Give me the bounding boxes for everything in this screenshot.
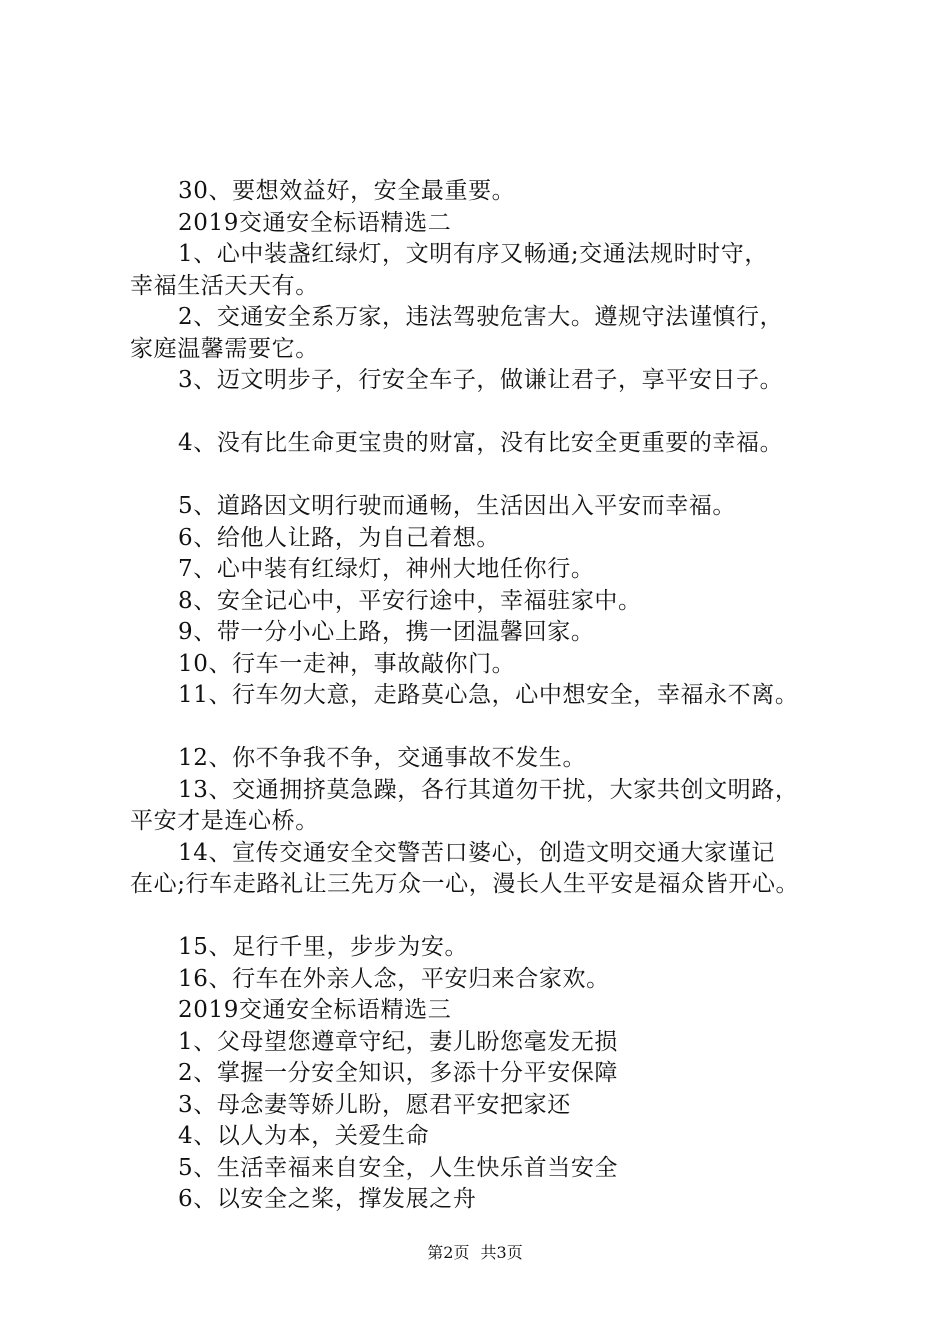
text-line: 5、生活幸福来自安全，人生快乐首当安全 — [178, 1154, 619, 1181]
text-line: 9、带一分小心上路，携一团温馨回家。 — [178, 619, 595, 645]
text-line: 30、要想效益好，安全最重要。 — [178, 178, 516, 204]
text-line: 4、以人为本，关爱生命 — [178, 1123, 430, 1149]
text-line: 6、给他人让路，为自己着想。 — [178, 524, 501, 551]
text-line: 11、行车勿大意，走路莫心急，心中想安全，幸福永不离。 — [178, 682, 799, 708]
text-line: 8、安全记心中，平安行途中，幸福驻家中。 — [178, 587, 642, 614]
text-line: 7、心中装有红绿灯，神州大地任你行。 — [178, 556, 595, 582]
text-line: 5、道路因文明行驶而通畅，生活因出入平安而幸福。 — [178, 493, 737, 519]
text-line: 1、心中装盏红绿灯，文明有序又畅通;交通法规时时守， — [178, 241, 768, 267]
page-footer — [0, 1243, 950, 1263]
text-line: 6、以安全之桨，撑发展之舟 — [178, 1186, 477, 1212]
text-line: 在心;行车走路礼让三先万众一心，漫长人生平安是福众皆开心。 — [130, 871, 800, 897]
blank-line — [130, 460, 842, 492]
text-line: 2、掌握一分安全知识，多添十分平安保障 — [178, 1060, 619, 1086]
text-line: 12、你不争我不争，交通事故不发生。 — [178, 745, 587, 771]
text-line: 1、父母望您遵章守纪，妻儿盼您毫发无损 — [178, 1028, 619, 1055]
blank-line — [130, 901, 842, 933]
blank-line — [130, 397, 842, 429]
text-line: 10、行车一走神，事故敲你门。 — [178, 650, 516, 677]
text-line: 3、迈文明步子，行安全车子，做谦让君子，享平安日子。 — [178, 367, 784, 393]
page-number: 第2页 — [427, 1243, 470, 1262]
text-line: 幸福生活天天有。 — [130, 272, 319, 299]
document-body — [130, 176, 842, 1216]
text-line: 13、交通拥挤莫急躁，各行其道勿干扰，大家共创文明路， — [178, 776, 799, 803]
text-line: 15、足行千里，步步为安。 — [178, 934, 469, 960]
text-line: 3、母念妻等娇儿盼，愿君平安把家还 — [178, 1091, 571, 1118]
text-line: 16、行车在外亲人念，平安归来合家欢。 — [178, 965, 610, 992]
page-total: 共3页 — [480, 1243, 523, 1262]
text-line: 2019交通安全标语精选二 — [178, 209, 452, 236]
text-line: 14、宣传交通安全交警苦口婆心，创造文明交通大家谨记 — [178, 839, 775, 866]
text-line: 家庭温馨需要它。 — [130, 335, 319, 362]
text-line: 4、没有比生命更宝贵的财富，没有比安全更重要的幸福。 — [178, 430, 784, 456]
blank-line — [130, 712, 842, 744]
text-line: 2、交通安全系万家，违法驾驶危害大。遵规守法谨慎行， — [178, 304, 784, 330]
text-line: 平安才是连心桥。 — [130, 808, 319, 834]
text-line: 2019交通安全标语精选三 — [178, 997, 452, 1023]
